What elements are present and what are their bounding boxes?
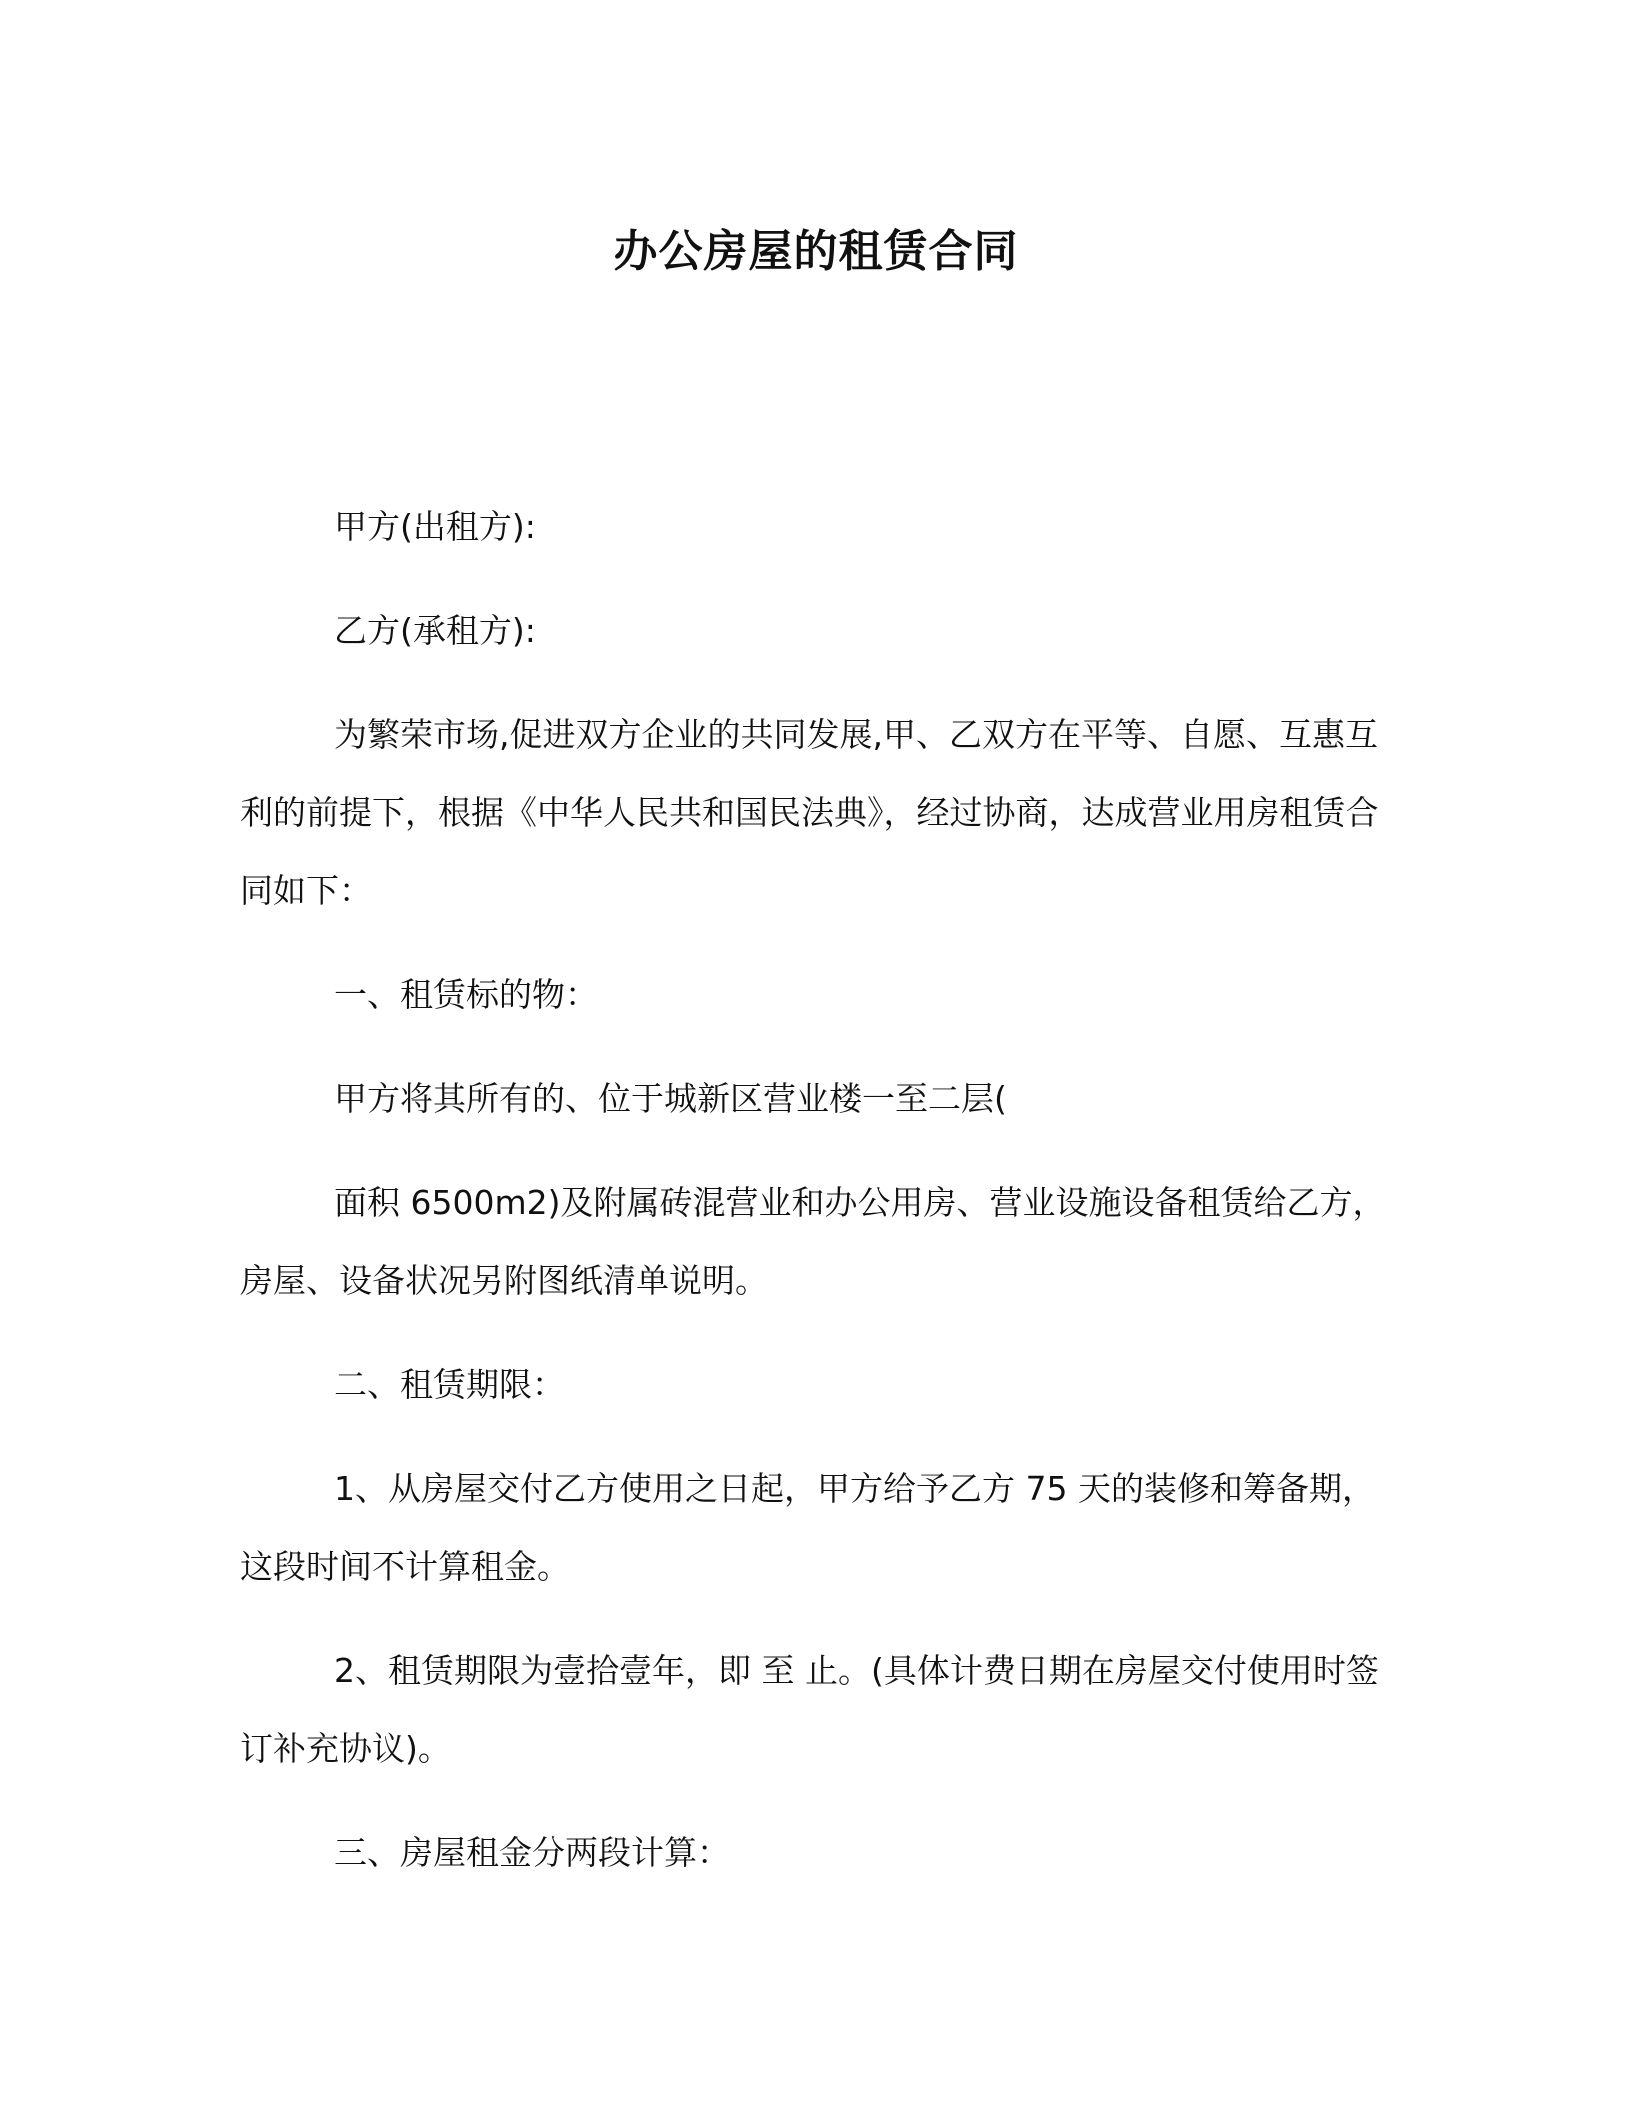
lease-term-item-1: 1、从房屋交付乙方使用之日起，甲方给予乙方 75 天的装修和筹备期，这段时间不计算租金。 — [240, 1469, 1375, 1586]
party-b-line: 乙方(承租方): — [334, 611, 536, 650]
lease-term-item-2: 2、租赁期限为壹拾壹年，即 至 止。(具体计费日期在房屋交付使用时签订补充协议)。 — [240, 1651, 1379, 1768]
document-body — [240, 488, 1390, 1918]
lease-object-paragraph-2: 面积 6500m2)及附属砖混营业和办公用房、营业设施设备租赁给乙方，房屋、设备状况另附图纸清单说明。 — [240, 1183, 1386, 1300]
section-heading-3: 三、房屋租金分两段计算： — [334, 1833, 730, 1872]
section-heading-2: 二、租赁期限： — [334, 1365, 565, 1404]
document-title: 办公房屋的租赁合同 — [613, 226, 1019, 277]
preamble-paragraph: 为繁荣市场,促进双方企业的共同发展,甲、乙双方在平等、自愿、互惠互利的前提下，根据《中华人民共和国民法典》，经过协商，达成营业用房租赁合同如下： — [240, 715, 1379, 910]
section-heading-1: 一、租赁标的物： — [334, 975, 598, 1014]
party-a-line: 甲方(出租方): — [334, 507, 536, 546]
lease-object-paragraph-1: 甲方将其所有的、位于城新区营业楼一至二层( — [334, 1079, 1007, 1118]
